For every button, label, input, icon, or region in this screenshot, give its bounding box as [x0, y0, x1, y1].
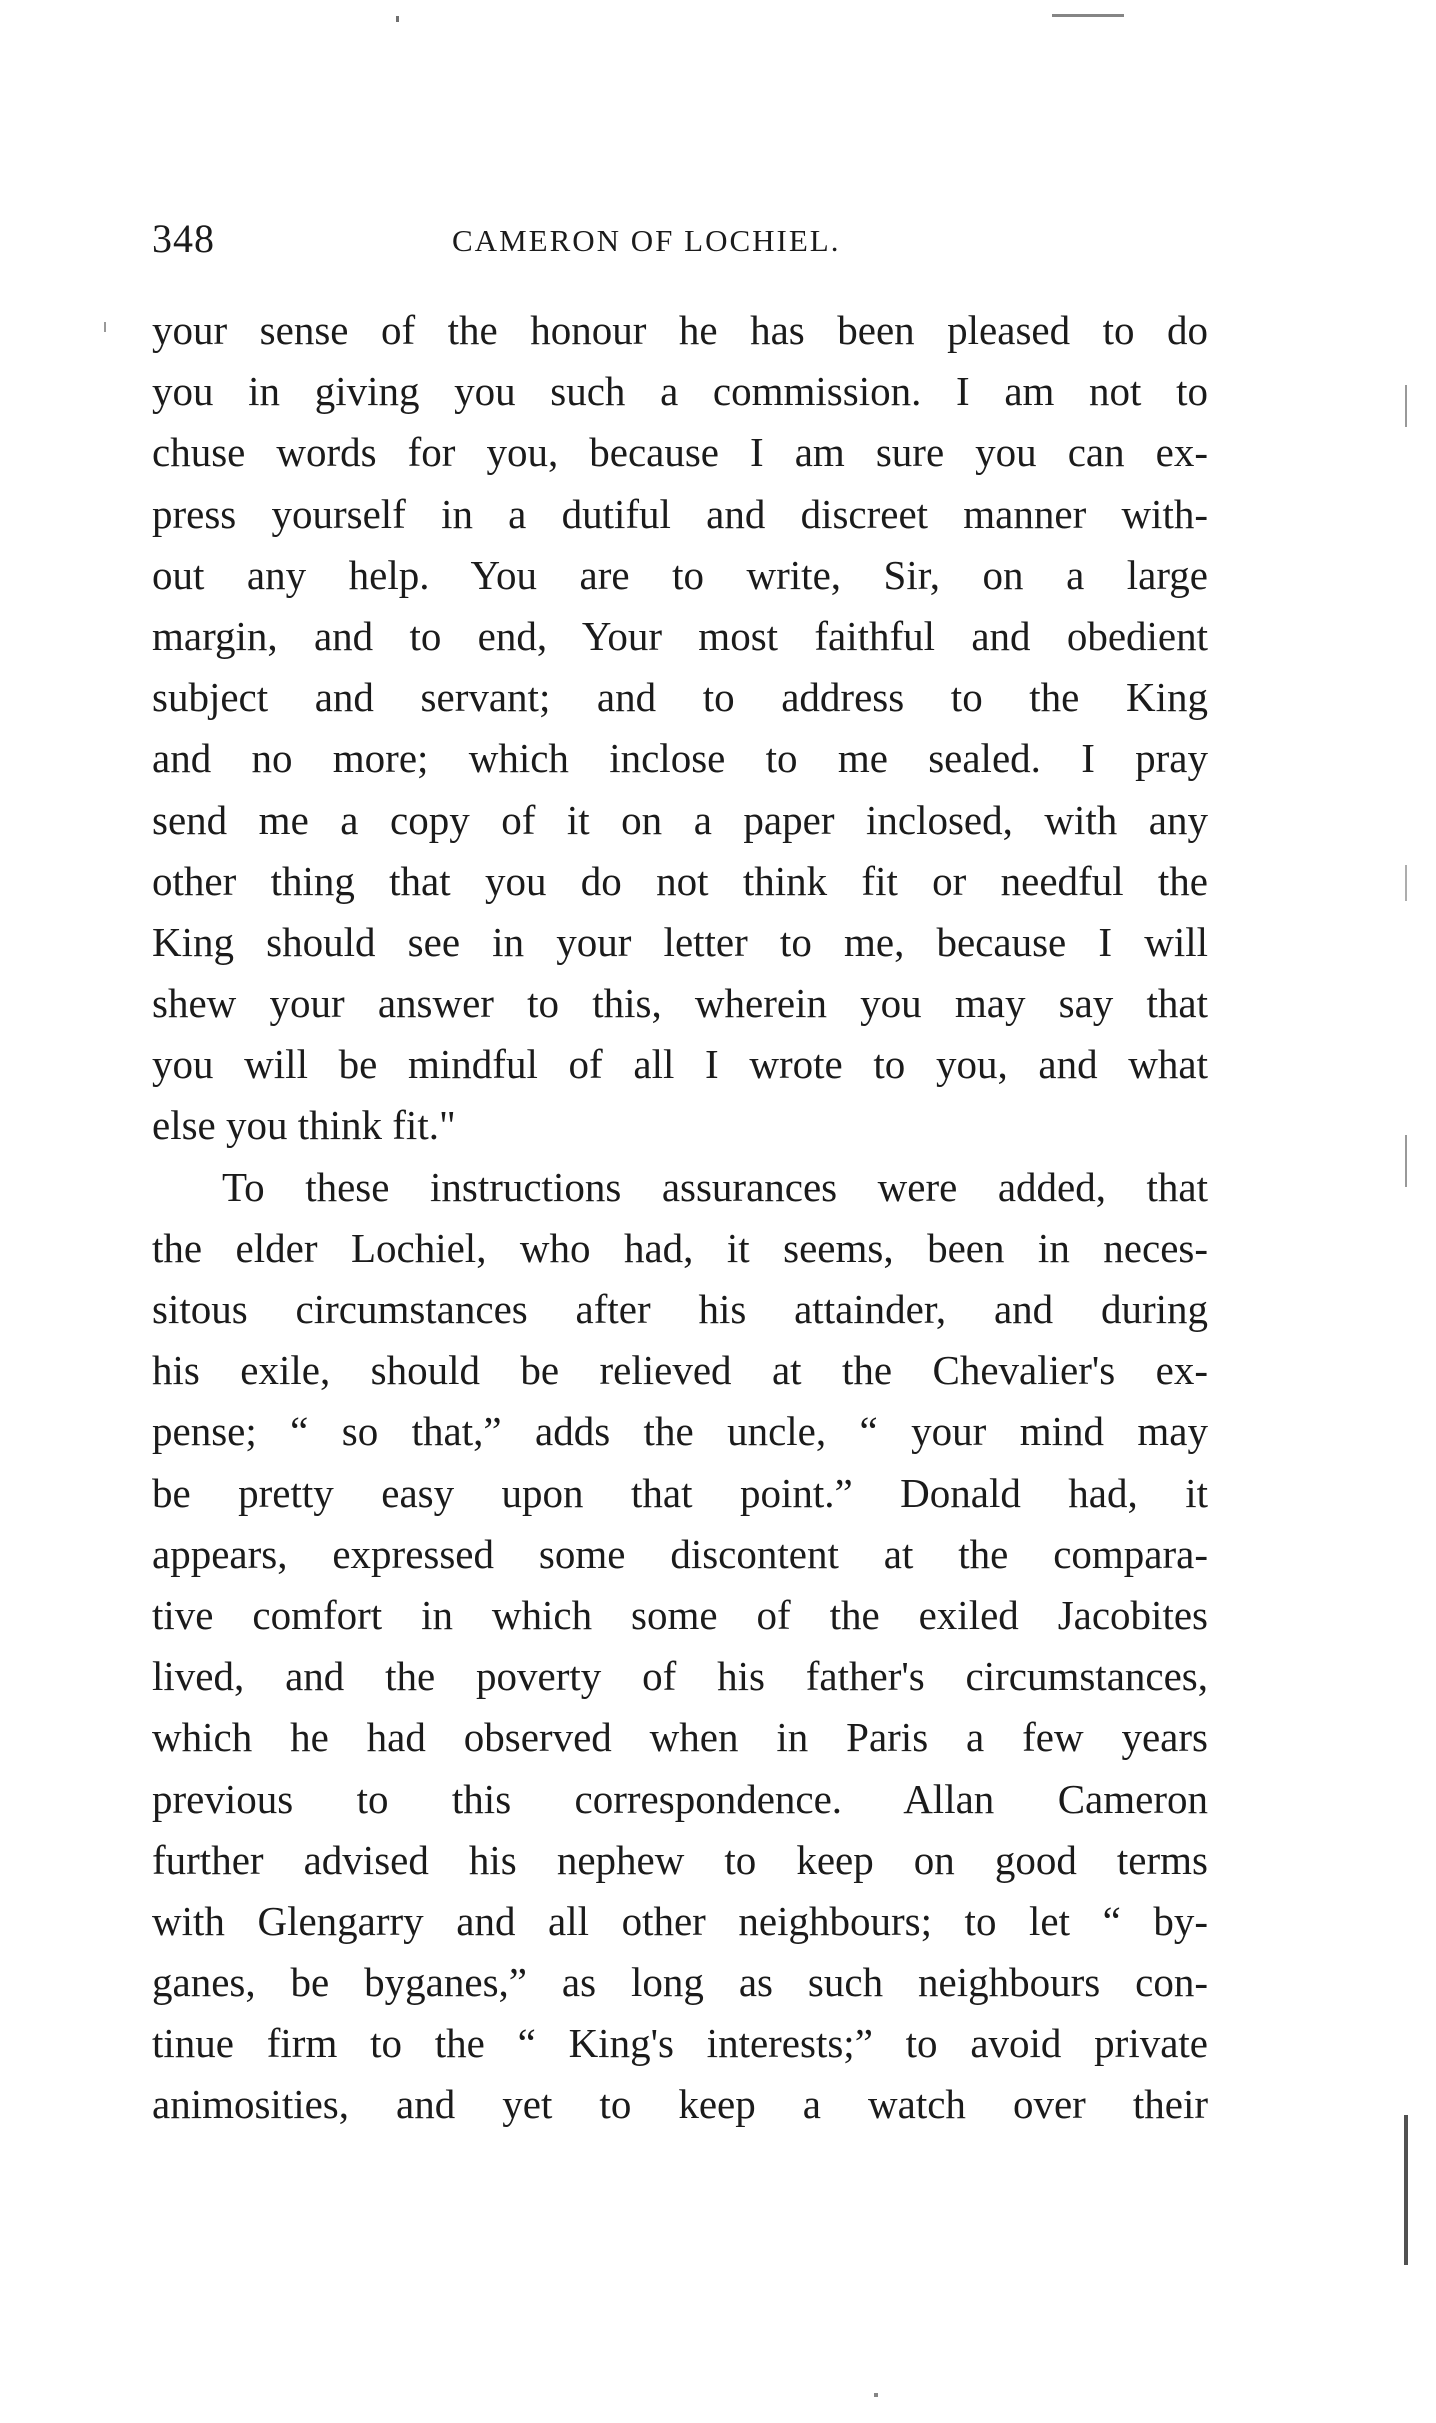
text-line: and no more; which inclose to me sealed. I pray [152, 735, 1208, 782]
text-line: you will be mindful of all I wrote to you, and what [152, 1041, 1208, 1088]
text-line: which he had observed when in Paris a few years [152, 1714, 1208, 1761]
scan-mark-margin-2 [1405, 865, 1407, 901]
text-line: further advised his nephew to keep on good terms [152, 1836, 1208, 1883]
text-line: margin, and to end, Your most faithful and obedient [152, 612, 1208, 659]
scan-mark-left [104, 322, 106, 332]
running-title: CAMERON OF LOCHIEL. [452, 223, 841, 258]
text-line: previous to this correspondence. Allan Cameron [152, 1775, 1208, 1822]
text-line: you in giving you such a commission. I am not to [152, 368, 1208, 415]
scan-mark-top-left [396, 16, 399, 22]
text-line: lived, and the poverty of his father's circumstances, [152, 1653, 1208, 1700]
text-line: pense; “ so that,” adds the uncle, “ your mind may [152, 1408, 1208, 1455]
text-line: King should see in your letter to me, because I will [152, 918, 1208, 965]
text-line: be pretty easy upon that point.” Donald had, it [152, 1469, 1208, 1516]
text-line: shew your answer to this, wherein you may say that [152, 980, 1208, 1027]
text-line: other thing that you do not think fit or needful the [152, 857, 1208, 904]
scan-mark-bottom [874, 2393, 878, 2397]
text-line: tinue firm to the “ King's interests;” to avoid private [152, 2020, 1208, 2067]
text-line: chuse words for you, because I am sure you can ex- [152, 429, 1208, 476]
scan-mark-top [1052, 14, 1124, 17]
page-number: 348 [152, 216, 215, 261]
page-body [152, 300, 1208, 2136]
paragraph-first-line: To these instructions assurances were added, that [222, 1163, 1208, 1210]
text-line: your sense of the honour he has been pleased to do [152, 307, 1208, 353]
text-line: tive comfort in which some of the exiled Jacobites [152, 1591, 1208, 1638]
page-header [0, 215, 1436, 275]
text-line: press yourself in a dutiful and discreet manner with- [152, 490, 1208, 537]
scan-mark-margin-1 [1405, 385, 1407, 427]
text-line: appears, expressed some discontent at the compara- [152, 1530, 1208, 1577]
text-line: his exile, should be relieved at the Chevalier's ex- [152, 1347, 1208, 1394]
text-line: else you think fit." [152, 1102, 456, 1149]
text-line: animosities, and yet to keep a watch over their [152, 2081, 1208, 2128]
scan-mark-margin-3 [1405, 1135, 1407, 1187]
text-line: subject and servant; and to address to the King [152, 674, 1208, 721]
text-line: out any help. You are to write, Sir, on a large [152, 551, 1208, 598]
text-line: sitous circumstances after his attainder, and during [152, 1286, 1208, 1332]
text-line: with Glengarry and all other neighbours; to let “ by- [152, 1897, 1208, 1944]
text-line: the elder Lochiel, who had, it seems, been in neces- [152, 1224, 1208, 1271]
scan-mark-margin-4 [1404, 2115, 1408, 2265]
text-line: ganes, be byganes,” as long as such neighbours con- [152, 1959, 1208, 2006]
text-line: send me a copy of it on a paper inclosed, with any [152, 796, 1208, 843]
